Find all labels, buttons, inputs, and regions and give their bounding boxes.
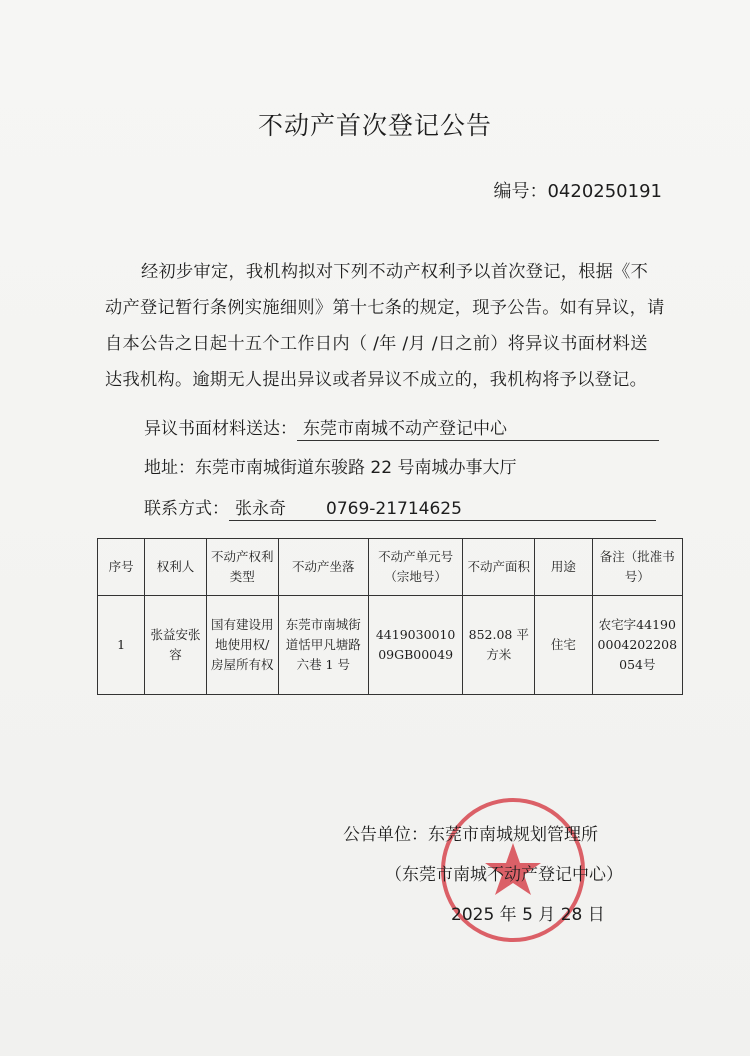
table-cell: 张益安张容	[145, 596, 207, 695]
table-cell: 住宅	[535, 596, 592, 695]
objection-value: 东莞市南城不动产登记中心	[297, 414, 659, 441]
address-label: 地址：	[144, 458, 195, 478]
objection-label: 异议书面材料送达：	[144, 419, 297, 439]
footer-unit: 公告单位：东莞市南城规划管理所	[343, 825, 598, 845]
contact-label: 联系方式：	[144, 499, 229, 519]
contact-field	[144, 494, 656, 521]
table-header: 不动产坐落	[278, 539, 368, 596]
table-header: 不动产面积	[463, 539, 535, 596]
address-field	[144, 453, 516, 478]
table-header-row	[98, 539, 683, 596]
footer-date: 2025 年 5 月 28 日	[451, 905, 605, 925]
objection-field	[144, 414, 659, 441]
table-cell: 东莞市南城街道恬甲凡塘路六巷 1 号	[278, 596, 368, 695]
property-table	[97, 538, 683, 695]
body-paragraph: 经初步审定，我机构拟对下列不动产权利予以首次登记，根据《不动产登记暂行条例实施细则》第十七条的规定，现予公告。如有异议，请自本公告之日起十五个工作日内（ /年 /月 /日之前）将异议书面材料送达我机构。逾期无人提出异议或者异议不成立的，我机构将予以登记。	[105, 262, 665, 390]
table-header: 不动产权利类型	[206, 539, 278, 596]
page-title: 不动产首次登记公告	[257, 111, 492, 140]
contact-phone: 0769-21714625	[326, 499, 462, 519]
contact-value	[229, 494, 656, 521]
table-cell: 852.08 平方米	[463, 596, 535, 695]
table-cell: 1	[98, 596, 145, 695]
footer-center: （东莞市南城不动产登记中心）	[385, 865, 623, 885]
table-header: 备注（批准书号）	[592, 539, 682, 596]
table-header: 不动产单元号（宗地号）	[368, 539, 462, 596]
table-header: 用途	[535, 539, 592, 596]
table-cell: 441903001009GB00049	[368, 596, 462, 695]
table-cell: 国有建设用地使用权/房屋所有权	[206, 596, 278, 695]
table-header: 权利人	[145, 539, 207, 596]
table-cell: 农宅字441900004202208054号	[592, 596, 682, 695]
contact-name: 张永奇	[235, 499, 286, 519]
table-header: 序号	[98, 539, 145, 596]
serial-number: 编号：0420250191	[493, 181, 662, 202]
table-row	[98, 596, 683, 695]
address-value: 东莞市南城街道东骏路 22 号南城办事大厅	[195, 458, 517, 478]
